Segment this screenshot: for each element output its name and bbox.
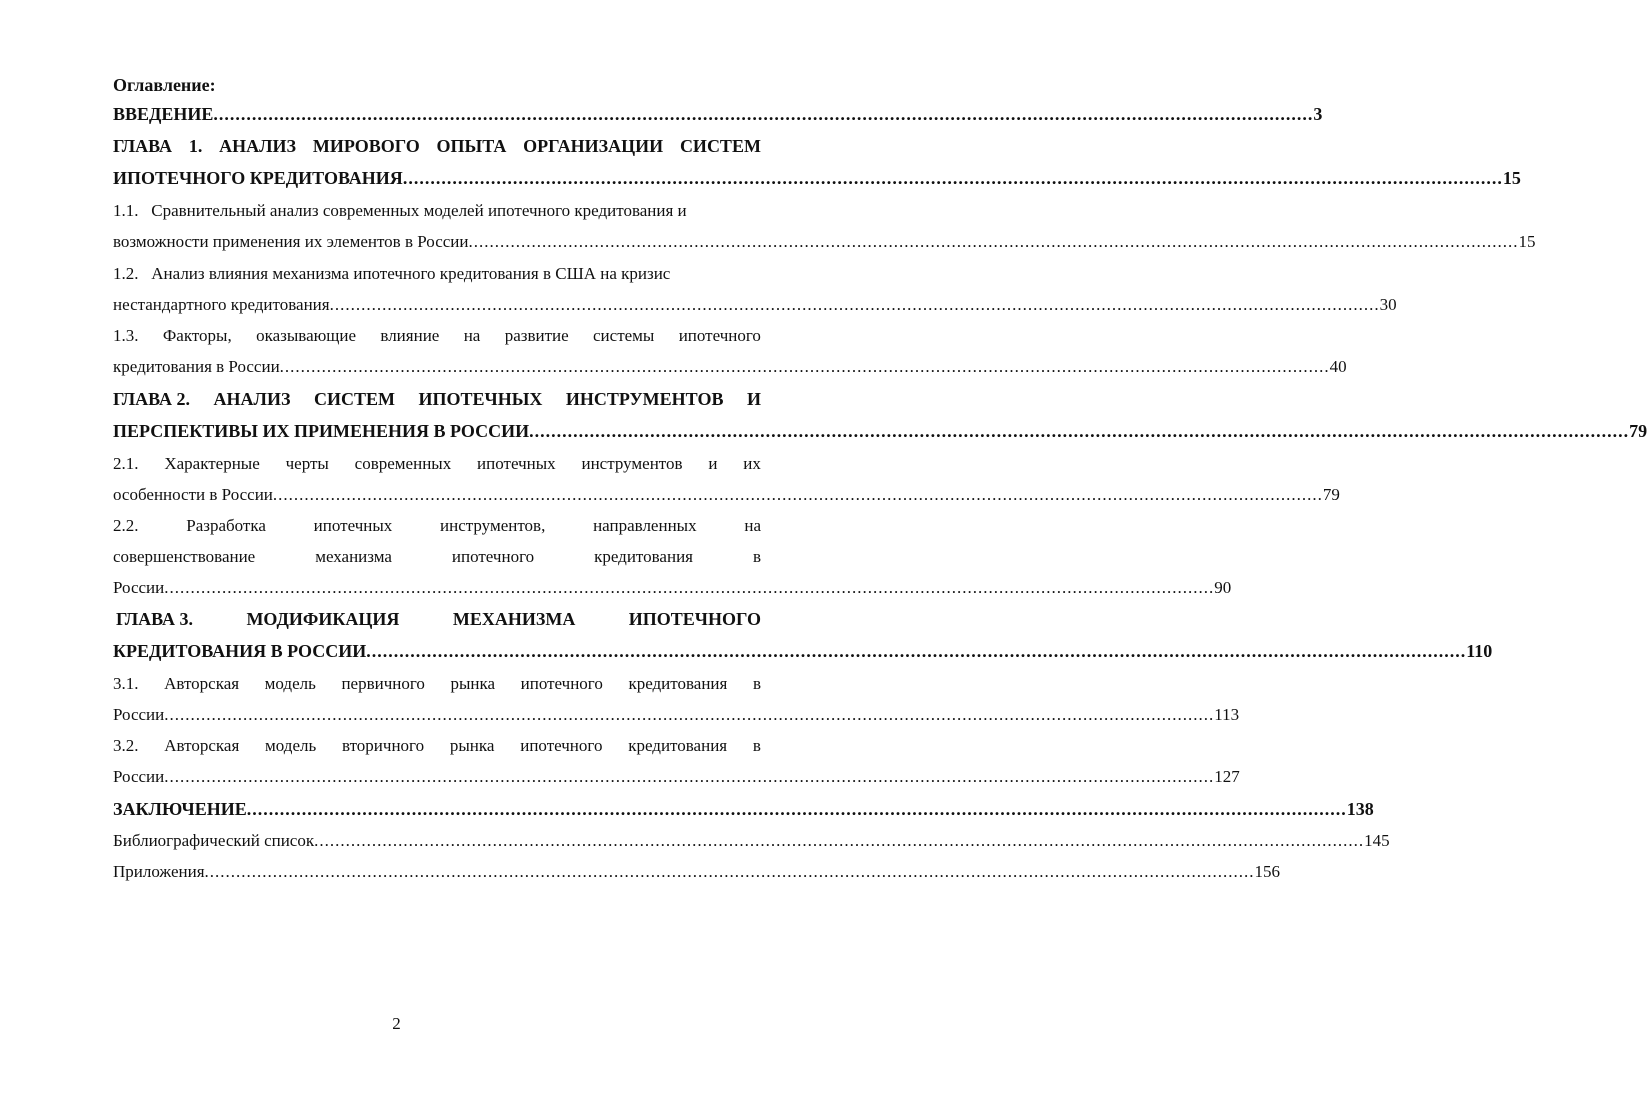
toc-word: ипотечных (477, 454, 556, 473)
toc-entry-title: России (113, 767, 165, 786)
toc-word: 2.2. (113, 516, 139, 535)
toc-s12-line1: 1.2. Анализ влияния механизма ипотечного кредитования в США на кризис (113, 264, 671, 283)
toc-word: МЕХАНИЗМА (452, 609, 576, 629)
toc-entry-page: 79 (1322, 485, 1340, 504)
toc-chapter2-line2 (113, 420, 1647, 442)
toc-s21-line1 (113, 453, 761, 475)
toc-word: Авторская (164, 674, 240, 693)
toc-s22-line2 (113, 546, 761, 568)
toc-entry-page: 15 (1518, 232, 1536, 251)
toc-entry-page: 90 (1214, 578, 1232, 597)
toc-word: модель (264, 674, 316, 693)
toc-word: первичного (341, 674, 425, 693)
toc-entry-page: 113 (1214, 705, 1240, 724)
toc-entry-title: кредитования в России (113, 357, 280, 376)
toc-word: Авторская (164, 736, 240, 755)
toc-word: 1. (188, 136, 203, 156)
toc-heading: Оглавление: (113, 75, 216, 95)
toc-word: инструментов (581, 454, 683, 473)
dot-leader: ........................................................................................................................................................................................................ (164, 705, 1215, 724)
toc-word: ИНСТРУМЕНТОВ (565, 389, 724, 409)
toc-word: вторичного (342, 736, 425, 755)
toc-word: И (746, 389, 761, 409)
toc-entry-conclusion (113, 798, 1374, 820)
toc-entry-title: Библиографический список (113, 831, 315, 850)
dot-leader: ........................................................................................................................................................................................................ (468, 232, 1519, 251)
dot-leader: ........................................................................................................................................................................................................ (279, 357, 1330, 376)
toc-word: развитие (504, 326, 569, 345)
toc-word: 3.1. (113, 674, 139, 693)
toc-s22-line1 (113, 515, 761, 537)
toc-word: совершенствование (113, 547, 256, 566)
toc-word: влияние (380, 326, 440, 345)
dot-leader: ........................................................................................................................................................................................................ (164, 767, 1215, 786)
toc-s32-line1 (113, 735, 761, 757)
toc-word: оказывающие (256, 326, 357, 345)
toc-entry-page: 138 (1346, 799, 1374, 819)
toc-word: Характерные (164, 454, 260, 473)
toc-word: АНАЛИЗ (213, 389, 291, 409)
toc-word: системы (593, 326, 655, 345)
toc-word: и (708, 454, 718, 473)
toc-entry-title: России (113, 705, 165, 724)
toc-word: Разработка (186, 516, 266, 535)
toc-word: 3.2. (113, 736, 139, 755)
toc-word: СИСТЕМ (679, 136, 761, 156)
toc-word: рынка (449, 736, 495, 755)
toc-word: ипотечного (678, 326, 761, 345)
toc-word: ГЛАВА 3. (116, 609, 194, 629)
dot-leader: ........................................................................................................................................................................................................ (314, 831, 1365, 850)
toc-word: ОРГАНИЗАЦИИ (523, 136, 664, 156)
toc-entry-page: 40 (1329, 357, 1347, 376)
toc-word: 1.3. (113, 326, 139, 345)
toc-word: кредитования (594, 547, 693, 566)
toc-word: СИСТЕМ (313, 389, 395, 409)
toc-s21-line2 (113, 484, 1340, 506)
toc-word: ИПОТЕЧНОГО (628, 609, 761, 629)
toc-s31-line1 (113, 673, 761, 695)
toc-entry-page: 145 (1364, 831, 1390, 850)
toc-word: кредитования (628, 736, 728, 755)
toc-word: модель (265, 736, 317, 755)
toc-word: направленных (593, 516, 697, 535)
toc-word: рынка (450, 674, 496, 693)
dot-leader: ........................................................................................................................................................................................................ (366, 641, 1467, 661)
dot-leader: ........................................................................................................................................................................................................ (204, 862, 1255, 881)
toc-chapter2-line1 (113, 388, 761, 410)
toc-entry-title: возможности применения их элементов в России (113, 232, 469, 251)
dot-leader: ........................................................................................................................................................................................................ (402, 168, 1503, 188)
toc-word: современных (354, 454, 452, 473)
toc-word: механизма (315, 547, 392, 566)
toc-word: в (752, 736, 761, 755)
toc-word: черты (285, 454, 329, 473)
toc-word: ипотечных (313, 516, 393, 535)
toc-word: МИРОВОГО (312, 136, 420, 156)
toc-s22-line3 (113, 577, 1232, 599)
toc-entry-title: особенности в России (113, 485, 273, 504)
toc-entry-page: 3 (1313, 104, 1323, 124)
toc-word: на (463, 326, 481, 345)
toc-s13-line1 (113, 325, 761, 347)
toc-word: Факторы, (162, 326, 232, 345)
toc-chapter3-line1 (116, 608, 761, 630)
toc-entry-title: России (113, 578, 165, 597)
toc-s31-line2 (113, 704, 1240, 726)
toc-word: МОДИФИКАЦИЯ (246, 609, 400, 629)
dot-leader: ........................................................................................................................................................................................................ (164, 578, 1215, 597)
toc-entry-title: нестандартного кредитования (113, 295, 330, 314)
toc-entry-title: ИПОТЕЧНОГО КРЕДИТОВАНИЯ (113, 168, 403, 188)
toc-word: ипотечного (451, 547, 535, 566)
toc-chapter1-line1 (113, 135, 761, 157)
toc-entry-page: 110 (1466, 641, 1493, 661)
toc-s11-line1: 1.1. Сравнительный анализ современных моделей ипотечного кредитования и (113, 201, 687, 220)
toc-entry-intro (113, 103, 1323, 125)
dot-leader: ........................................................................................................................................................................................................ (213, 104, 1314, 124)
dot-leader: ........................................................................................................................................................................................................ (529, 421, 1630, 441)
dot-leader: ........................................................................................................................................................................................................ (272, 485, 1323, 504)
toc-word: 2.1. (113, 454, 139, 473)
toc-word: на (744, 516, 761, 535)
toc-word: кредитования (628, 674, 728, 693)
toc-entry-page: 127 (1214, 767, 1240, 786)
toc-word: ипотечного (520, 736, 603, 755)
toc-word: ИПОТЕЧНЫХ (418, 389, 543, 409)
toc-word: АНАЛИЗ (219, 136, 297, 156)
toc-chapter3-line2 (113, 640, 1493, 662)
toc-entry-bibliography (113, 830, 1390, 852)
toc-entry-page: 30 (1379, 295, 1397, 314)
toc-entry-title: КРЕДИТОВАНИЯ В РОССИИ (113, 641, 367, 661)
toc-entry-appendix (113, 861, 1281, 883)
toc-word: их (743, 454, 761, 473)
toc-entry-title: Приложения (113, 862, 205, 881)
toc-word: ГЛАВА 2. (113, 389, 191, 409)
toc-s12-line2 (113, 294, 1397, 316)
toc-word: в (752, 674, 761, 693)
toc-word: инструментов, (440, 516, 546, 535)
toc-s11-line2 (113, 231, 1536, 253)
toc-entry-page: 156 (1254, 862, 1281, 881)
toc-word: ОПЫТА (436, 136, 507, 156)
page-number: 2 (392, 1014, 401, 1033)
dot-leader: ........................................................................................................................................................................................................ (246, 799, 1347, 819)
toc-entry-title: ЗАКЛЮЧЕНИЕ (113, 799, 247, 819)
toc-word: в (752, 547, 761, 566)
toc-entry-page: 79 (1629, 421, 1647, 441)
toc-chapter1-line2 (113, 167, 1521, 189)
toc-s32-line2 (113, 766, 1240, 788)
dot-leader: ........................................................................................................................................................................................................ (329, 295, 1380, 314)
toc-entry-title: ПЕРСПЕКТИВЫ ИХ ПРИМЕНЕНИЯ В РОССИИ (113, 421, 530, 441)
toc-entry-page: 15 (1502, 168, 1521, 188)
toc-s13-line2 (113, 356, 1347, 378)
toc-entry-title: ВВЕДЕНИЕ (113, 104, 214, 124)
toc-word: ипотечного (520, 674, 603, 693)
toc-word: ГЛАВА (113, 136, 173, 156)
